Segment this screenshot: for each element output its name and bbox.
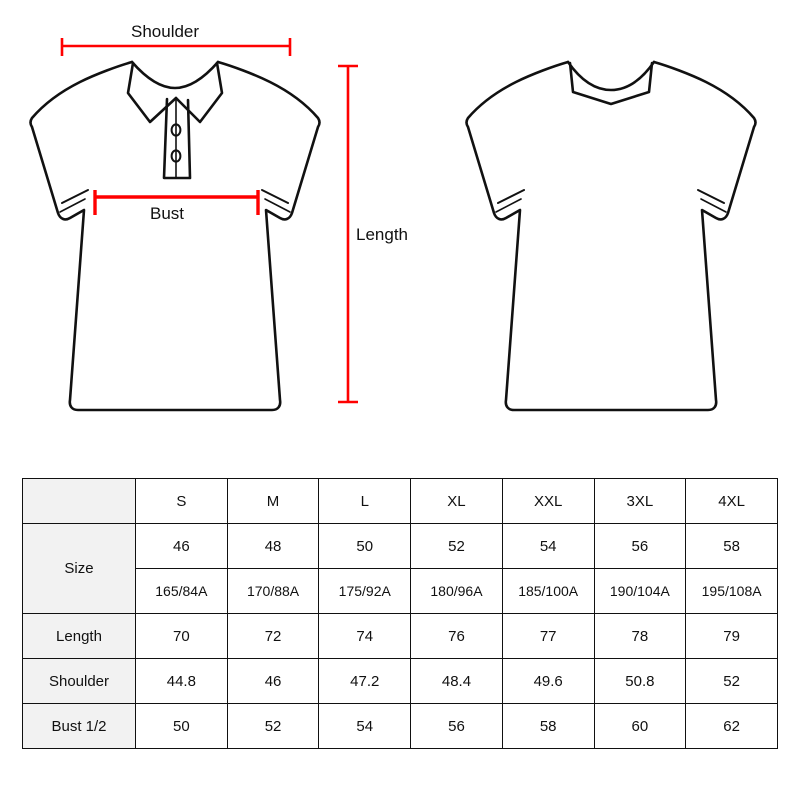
- bust-m: 52: [227, 704, 319, 749]
- shoulder-label: Shoulder: [131, 22, 200, 41]
- shoulder-s: 44.8: [136, 659, 228, 704]
- table-header-s: S: [136, 479, 228, 524]
- row-label-size: Size: [23, 524, 136, 614]
- size-code-xxl: 185/100A: [502, 569, 594, 614]
- shoulder-3xl: 50.8: [594, 659, 686, 704]
- row-label-length: Length: [23, 614, 136, 659]
- length-4xl: 79: [686, 614, 778, 659]
- row-label-shoulder: Shoulder: [23, 659, 136, 704]
- table-row: [23, 524, 778, 569]
- row-label-bust: Bust 1/2: [23, 704, 136, 749]
- table-row: [23, 569, 778, 614]
- polo-shirt-back-illustration: [467, 62, 756, 410]
- size-num-m: 48: [227, 524, 319, 569]
- table-header-xxl: XXL: [502, 479, 594, 524]
- size-code-3xl: 190/104A: [594, 569, 686, 614]
- table-header-m: M: [227, 479, 319, 524]
- shoulder-xxl: 49.6: [502, 659, 594, 704]
- size-table: [22, 478, 778, 749]
- length-label: Length: [356, 225, 408, 244]
- table-header-row: [23, 479, 778, 524]
- size-num-l: 50: [319, 524, 411, 569]
- size-code-l: 175/92A: [319, 569, 411, 614]
- table-header-xl: XL: [411, 479, 503, 524]
- bust-xxl: 58: [502, 704, 594, 749]
- size-num-4xl: 58: [686, 524, 778, 569]
- length-xxl: 77: [502, 614, 594, 659]
- length-3xl: 78: [594, 614, 686, 659]
- size-code-s: 165/84A: [136, 569, 228, 614]
- shoulder-4xl: 52: [686, 659, 778, 704]
- table-row: [23, 704, 778, 749]
- table-corner-cell: [23, 479, 136, 524]
- shoulder-xl: 48.4: [411, 659, 503, 704]
- length-l: 74: [319, 614, 411, 659]
- size-num-s: 46: [136, 524, 228, 569]
- table-header-l: L: [319, 479, 411, 524]
- table-header-3xl: 3XL: [594, 479, 686, 524]
- bust-4xl: 62: [686, 704, 778, 749]
- size-code-xl: 180/96A: [411, 569, 503, 614]
- bust-s: 50: [136, 704, 228, 749]
- size-code-4xl: 195/108A: [686, 569, 778, 614]
- length-measure-line: [338, 66, 358, 402]
- shoulder-m: 46: [227, 659, 319, 704]
- shoulder-l: 47.2: [319, 659, 411, 704]
- polo-shirt-front-illustration: [31, 62, 320, 410]
- size-num-xl: 52: [411, 524, 503, 569]
- table-header-4xl: 4XL: [686, 479, 778, 524]
- length-m: 72: [227, 614, 319, 659]
- bust-l: 54: [319, 704, 411, 749]
- size-num-3xl: 56: [594, 524, 686, 569]
- table-row: [23, 614, 778, 659]
- size-num-xxl: 54: [502, 524, 594, 569]
- bust-3xl: 60: [594, 704, 686, 749]
- bust-label: Bust: [150, 204, 185, 223]
- length-xl: 76: [411, 614, 503, 659]
- length-s: 70: [136, 614, 228, 659]
- size-code-m: 170/88A: [227, 569, 319, 614]
- table-row: [23, 659, 778, 704]
- size-table-container: [22, 478, 778, 749]
- bust-xl: 56: [411, 704, 503, 749]
